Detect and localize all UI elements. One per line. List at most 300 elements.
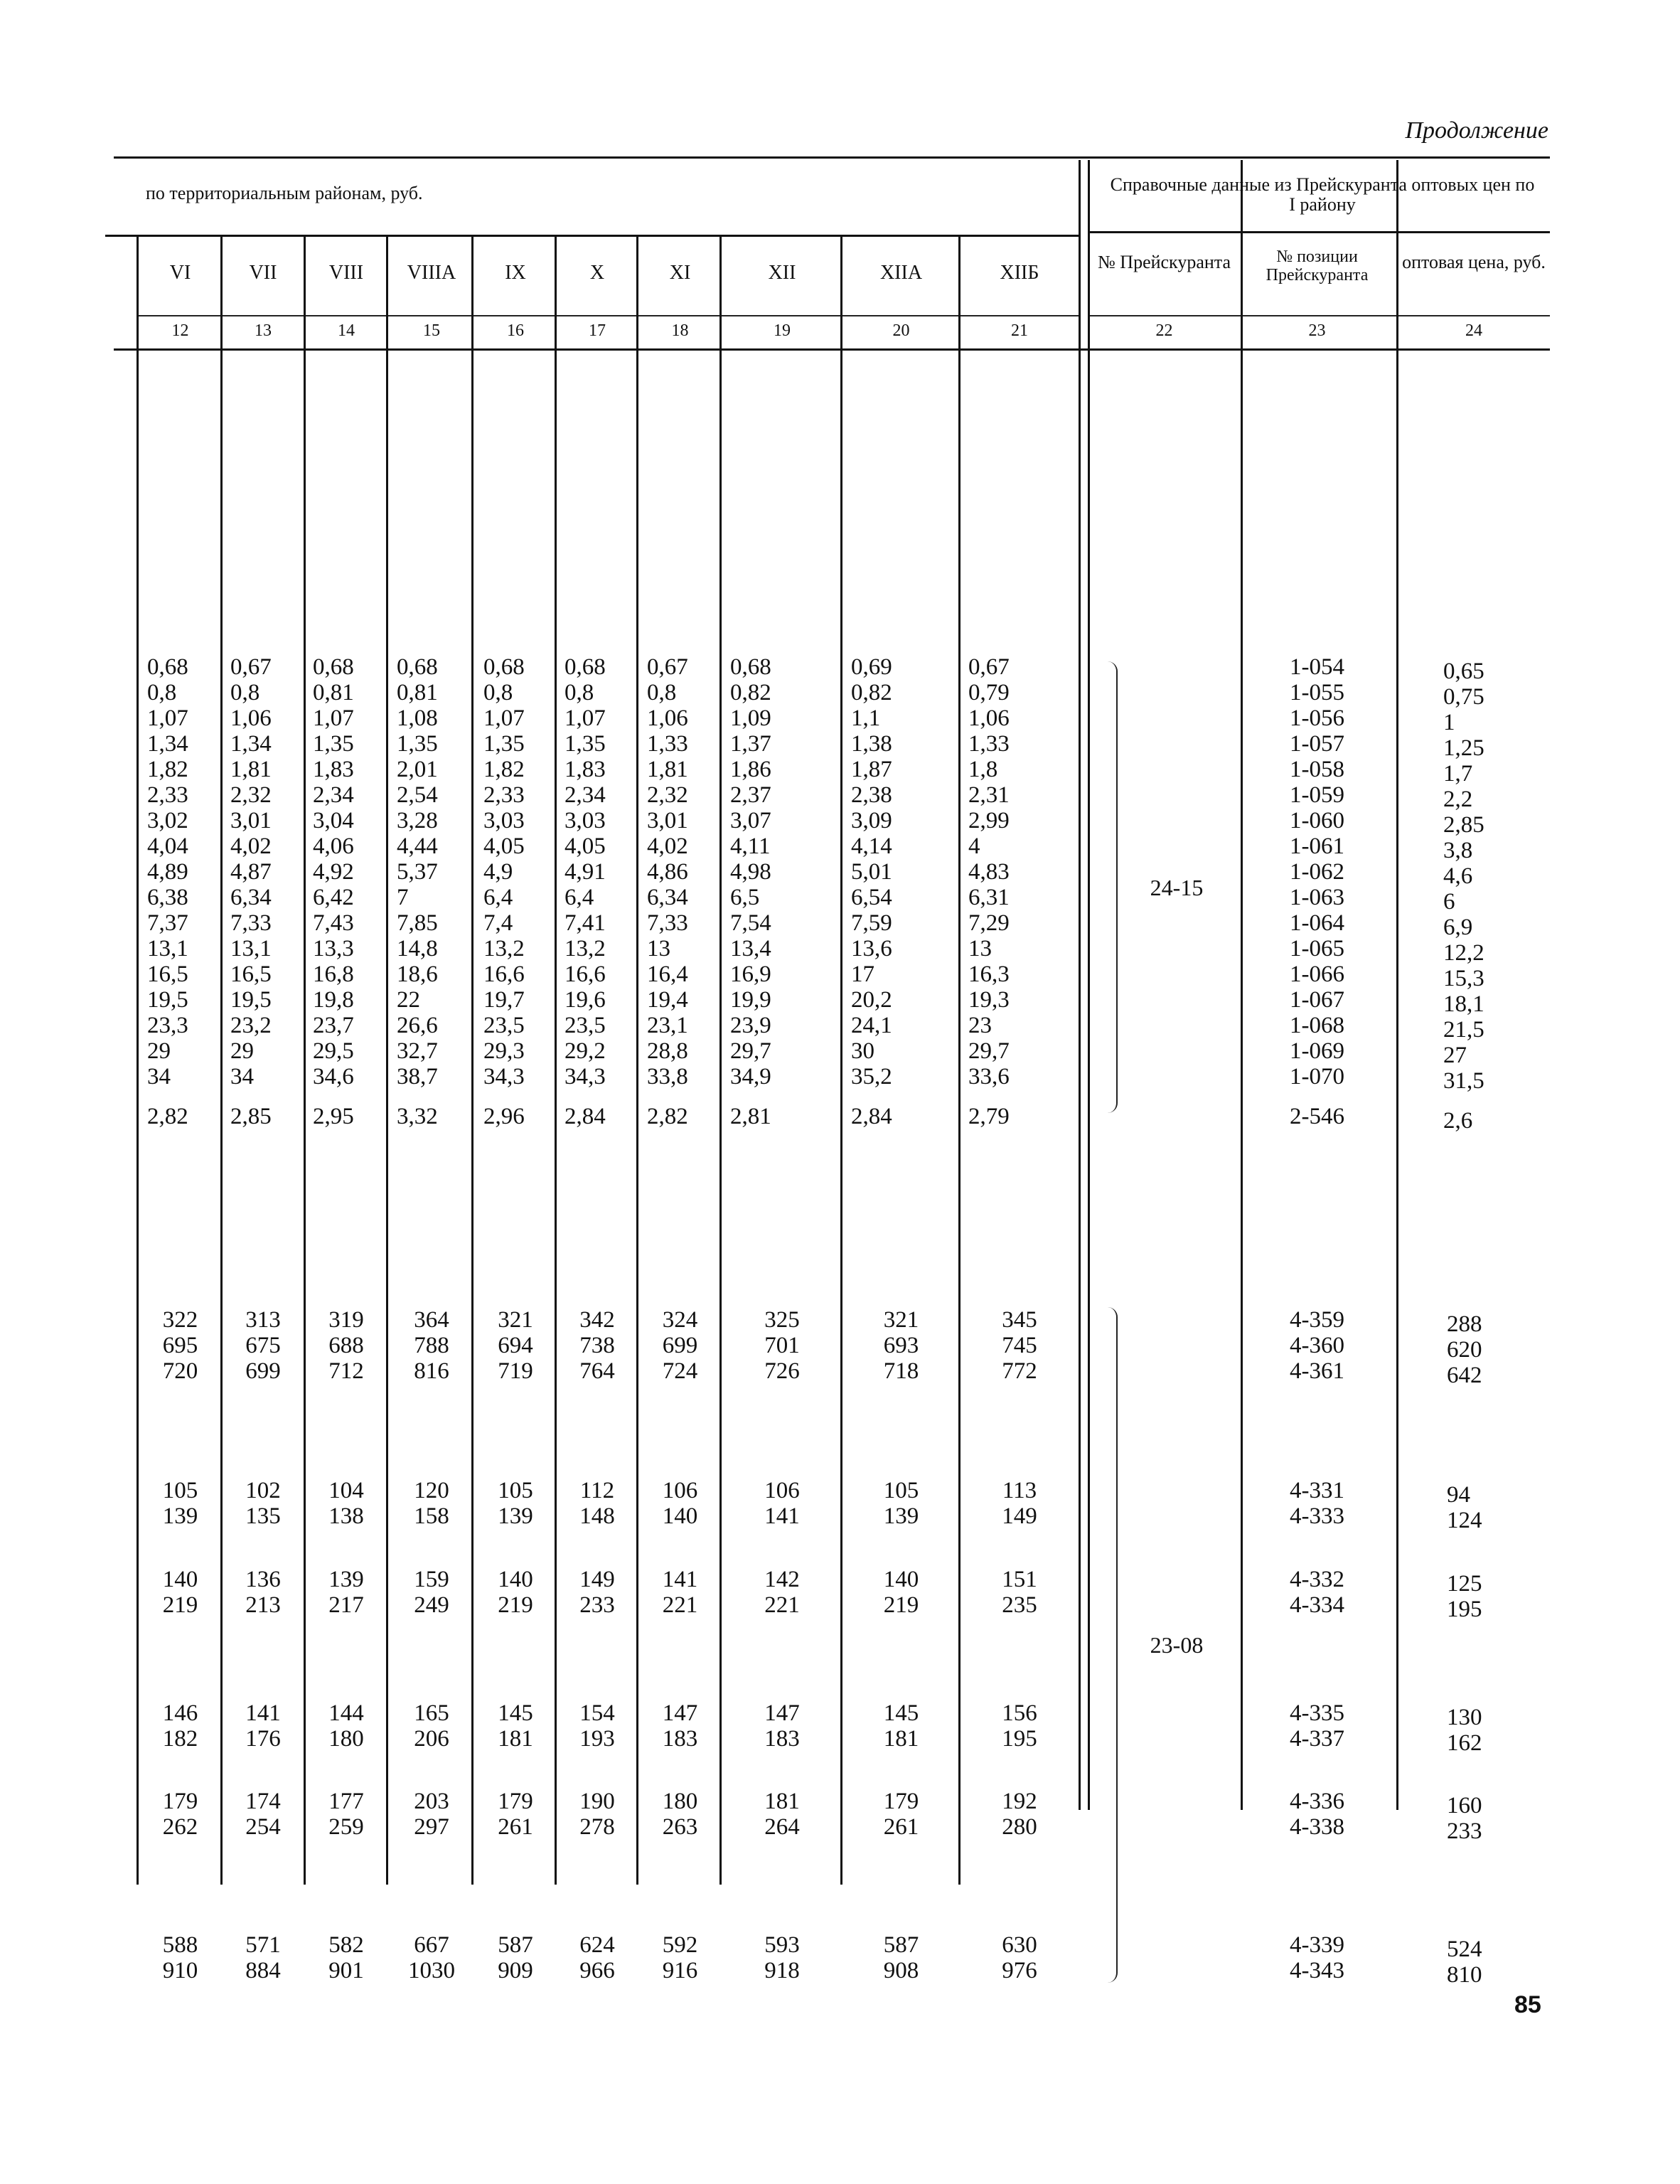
ref-col-price-header: оптовая цена, руб. [1402, 252, 1546, 272]
table-cell: 24,1 [851, 1013, 892, 1038]
table-cell: 688 [328, 1333, 364, 1358]
position-cell: 1-069 [1290, 1038, 1344, 1064]
column-divider [137, 235, 139, 1885]
table-cell: 342 [579, 1307, 615, 1333]
table-cell: 156 [1002, 1700, 1037, 1726]
table-cell: 3,01 [647, 808, 688, 833]
table-cell: 136 [245, 1567, 281, 1592]
table-cell: 139 [162, 1503, 198, 1529]
table-cell: 0,82 [851, 680, 892, 705]
table-cell: 0,68 [565, 654, 606, 680]
table-cell: 319 [328, 1307, 364, 1333]
wholesale-price-cell: 810 [1447, 1962, 1482, 1988]
column-header-number: 12 [171, 321, 189, 340]
column-header-roman: IX [505, 262, 526, 284]
table-cell: 4,05 [565, 833, 606, 859]
table-cell: 694 [498, 1333, 533, 1358]
header-mid-rule-right [1088, 231, 1550, 233]
table-cell: 138 [328, 1503, 364, 1529]
table-cell: 2,33 [147, 782, 188, 808]
wholesale-price-cell: 130 [1447, 1705, 1482, 1730]
ref-col-position-header: № позиции Прейскуранта [1266, 247, 1369, 284]
table-cell: 19,5 [230, 987, 272, 1013]
table-cell: 901 [328, 1958, 364, 1983]
table-cell: 2,37 [730, 782, 771, 808]
position-cell: 1-058 [1290, 757, 1344, 782]
table-cell: 3,09 [851, 808, 892, 833]
wholesale-price-cell: 15,3 [1443, 966, 1484, 991]
table-cell: 1,35 [483, 731, 525, 757]
table-cell: 13,2 [565, 936, 606, 962]
table-cell: 0,67 [230, 654, 272, 680]
table-cell: 177 [328, 1789, 364, 1814]
wholesale-price-cell: 3,8 [1443, 838, 1473, 863]
table-cell: 147 [764, 1700, 800, 1726]
table-cell: 140 [662, 1503, 698, 1529]
position-cell: 1-070 [1290, 1064, 1344, 1090]
table-cell: 23,7 [313, 1013, 354, 1038]
table-cell: 140 [162, 1567, 198, 1592]
table-cell: 1,86 [730, 757, 771, 782]
table-cell: 6,34 [647, 885, 688, 910]
table-cell: 0,67 [968, 654, 1010, 680]
table-cell: 592 [662, 1932, 698, 1958]
table-cell: 16,5 [147, 962, 188, 987]
column-header-roman: VI [169, 262, 191, 284]
table-cell: 29,7 [968, 1038, 1010, 1064]
table-cell: 321 [883, 1307, 919, 1333]
table-cell: 174 [245, 1789, 281, 1814]
table-cell: 7,4 [483, 910, 513, 936]
position-cell: 4-331 [1290, 1478, 1344, 1503]
wholesale-price-cell: 124 [1447, 1508, 1482, 1533]
table-cell: 179 [162, 1789, 198, 1814]
wholesale-price-cell: 12,2 [1443, 940, 1484, 966]
column-header-number: 16 [507, 321, 524, 340]
table-cell: 4,86 [647, 859, 688, 885]
table-cell: 181 [764, 1789, 800, 1814]
wholesale-price-cell: 18,1 [1443, 991, 1484, 1017]
table-cell: 364 [414, 1307, 449, 1333]
table-cell: 181 [883, 1726, 919, 1752]
table-cell: 13,1 [147, 936, 188, 962]
column-header-roman: XIIБ [1000, 262, 1039, 284]
table-cell: 34,3 [483, 1064, 525, 1090]
table-cell: 1,87 [851, 757, 892, 782]
table-cell: 321 [498, 1307, 533, 1333]
table-cell: 13 [968, 936, 992, 962]
position-cell: 4-332 [1290, 1567, 1344, 1592]
table-cell: 158 [414, 1503, 449, 1529]
table-cell: 179 [498, 1789, 533, 1814]
table-cell: 1030 [408, 1958, 455, 1983]
table-cell: 146 [162, 1700, 198, 1726]
wholesale-price-cell: 288 [1447, 1311, 1482, 1337]
table-cell: 6,4 [565, 885, 594, 910]
position-cell: 1-064 [1290, 910, 1344, 936]
table-cell: 3,32 [397, 1104, 438, 1129]
table-cell: 219 [162, 1592, 198, 1618]
table-cell: 206 [414, 1726, 449, 1752]
column-header-number: 21 [1011, 321, 1028, 340]
table-cell: 135 [245, 1503, 281, 1529]
position-cell: 1-059 [1290, 782, 1344, 808]
position-cell: 1-055 [1290, 680, 1344, 705]
table-cell: 4,14 [851, 833, 892, 859]
wholesale-price-cell: 94 [1447, 1482, 1470, 1508]
position-cell: 4-336 [1290, 1789, 1344, 1814]
position-cell: 4-359 [1290, 1307, 1344, 1333]
table-cell: 4,11 [730, 833, 771, 859]
table-cell: 19,5 [147, 987, 188, 1013]
table-cell: 630 [1002, 1932, 1037, 1958]
table-cell: 1,07 [565, 705, 606, 731]
table-cell: 1,38 [851, 731, 892, 757]
table-cell: 165 [414, 1700, 449, 1726]
table-cell: 816 [414, 1358, 449, 1384]
table-cell: 2,84 [851, 1104, 892, 1129]
table-cell: 2,54 [397, 782, 438, 808]
table-cell: 0,68 [397, 654, 438, 680]
table-cell: 16,5 [230, 962, 272, 987]
table-cell: 22 [397, 987, 420, 1013]
table-cell: 147 [662, 1700, 698, 1726]
wholesale-price-cell: 2,6 [1443, 1108, 1473, 1134]
table-cell: 6,34 [230, 885, 272, 910]
position-cell: 4-333 [1290, 1503, 1344, 1529]
table-cell: 28,8 [647, 1038, 688, 1064]
table-cell: 26,6 [397, 1013, 438, 1038]
column-divider [1088, 160, 1090, 1810]
table-cell: 183 [764, 1726, 800, 1752]
wholesale-price-cell: 125 [1447, 1571, 1482, 1597]
table-cell: 0,8 [647, 680, 677, 705]
table-cell: 233 [579, 1592, 615, 1618]
table-cell: 1,33 [968, 731, 1010, 757]
table-cell: 145 [883, 1700, 919, 1726]
table-cell: 3,28 [397, 808, 438, 833]
wholesale-price-cell: 1,25 [1443, 735, 1484, 761]
table-cell: 23,1 [647, 1013, 688, 1038]
table-cell: 20,2 [851, 987, 892, 1013]
table-cell: 195 [1002, 1726, 1037, 1752]
table-cell: 105 [883, 1478, 919, 1503]
table-cell: 32,7 [397, 1038, 438, 1064]
table-cell: 0,81 [397, 680, 438, 705]
table-cell: 2,34 [313, 782, 354, 808]
header-mid-rule-left [105, 235, 1079, 237]
wholesale-price-cell: 1,7 [1443, 761, 1473, 787]
table-cell: 13,6 [851, 936, 892, 962]
column-header-number: 15 [423, 321, 440, 340]
table-cell: 1,35 [313, 731, 354, 757]
position-cell: 4-361 [1290, 1358, 1344, 1384]
wholesale-price-cell: 31,5 [1443, 1068, 1484, 1094]
table-cell: 141 [662, 1567, 698, 1592]
table-cell: 4,9 [483, 859, 513, 885]
table-cell: 2,32 [230, 782, 272, 808]
table-cell: 4,83 [968, 859, 1010, 885]
table-cell: 7,37 [147, 910, 188, 936]
table-cell: 139 [883, 1503, 919, 1529]
table-cell: 3,01 [230, 808, 272, 833]
table-cell: 1,35 [397, 731, 438, 757]
table-cell: 112 [579, 1478, 615, 1503]
table-cell: 0,68 [730, 654, 771, 680]
column-divider [1396, 160, 1398, 1810]
table-cell: 7,33 [647, 910, 688, 936]
table-cell: 13,1 [230, 936, 272, 962]
table-cell: 254 [245, 1814, 281, 1840]
table-cell: 1,82 [483, 757, 525, 782]
table-cell: 1,34 [230, 731, 272, 757]
position-cell: 4-338 [1290, 1814, 1344, 1840]
table-cell: 139 [328, 1567, 364, 1592]
table-cell: 718 [883, 1358, 919, 1384]
table-cell: 675 [245, 1333, 281, 1358]
table-cell: 909 [498, 1958, 533, 1983]
table-cell: 280 [1002, 1814, 1037, 1840]
table-cell: 16,4 [647, 962, 688, 987]
table-cell: 19,6 [565, 987, 606, 1013]
position-cell: 1-067 [1290, 987, 1344, 1013]
column-header-roman: X [589, 262, 605, 284]
table-cell: 4,02 [647, 833, 688, 859]
table-cell: 13,3 [313, 936, 354, 962]
table-cell: 588 [162, 1932, 198, 1958]
table-cell: 2,33 [483, 782, 525, 808]
table-cell: 120 [414, 1478, 449, 1503]
table-cell: 23 [968, 1013, 992, 1038]
wholesale-price-cell: 27 [1443, 1043, 1467, 1068]
position-cell: 1-054 [1290, 654, 1344, 680]
table-cell: 145 [498, 1700, 533, 1726]
table-cell: 719 [498, 1358, 533, 1384]
table-cell: 1,82 [147, 757, 188, 782]
table-cell: 2,79 [968, 1104, 1010, 1129]
table-cell: 695 [162, 1333, 198, 1358]
wholesale-price-cell: 233 [1447, 1818, 1482, 1844]
table-cell: 263 [662, 1814, 698, 1840]
table-cell: 183 [662, 1726, 698, 1752]
position-cell: 1-057 [1290, 731, 1344, 757]
position-cell: 1-062 [1290, 859, 1344, 885]
table-cell: 23,5 [565, 1013, 606, 1038]
table-cell: 724 [662, 1358, 698, 1384]
table-cell: 262 [162, 1814, 198, 1840]
table-cell: 105 [162, 1478, 198, 1503]
table-cell: 144 [328, 1700, 364, 1726]
wholesale-price-cell: 21,5 [1443, 1017, 1484, 1043]
table-cell: 148 [579, 1503, 615, 1529]
table-cell: 149 [1002, 1503, 1037, 1529]
table-cell: 0,8 [230, 680, 260, 705]
table-cell: 106 [662, 1478, 698, 1503]
table-cell: 19,9 [730, 987, 771, 1013]
table-cell: 18,6 [397, 962, 438, 987]
position-cell: 1-060 [1290, 808, 1344, 833]
table-cell: 1,07 [483, 705, 525, 731]
position-cell: 4-343 [1290, 1958, 1344, 1983]
table-cell: 2,84 [565, 1104, 606, 1129]
table-cell: 2,34 [565, 782, 606, 808]
table-cell: 908 [883, 1958, 919, 1983]
table-cell: 23,5 [483, 1013, 525, 1038]
column-header-number: 14 [338, 321, 355, 340]
column-header-number: 17 [589, 321, 606, 340]
table-cell: 0,81 [313, 680, 354, 705]
position-cell: 1-063 [1290, 885, 1344, 910]
table-cell: 23,2 [230, 1013, 272, 1038]
table-cell: 19,8 [313, 987, 354, 1013]
table-cell: 976 [1002, 1958, 1037, 1983]
table-cell: 2,01 [397, 757, 438, 782]
table-cell: 1,09 [730, 705, 771, 731]
table-cell: 764 [579, 1358, 615, 1384]
table-cell: 745 [1002, 1333, 1037, 1358]
table-cell: 0,68 [147, 654, 188, 680]
header-top-rule [114, 156, 1550, 159]
table-cell: 0,82 [730, 680, 771, 705]
table-cell: 699 [245, 1358, 281, 1384]
group-brace-2 [1095, 1307, 1118, 1983]
table-cell: 16,9 [730, 962, 771, 987]
wholesale-price-cell: 160 [1447, 1793, 1482, 1818]
continuation-label: Продолжение [1405, 117, 1548, 144]
table-cell: 219 [498, 1592, 533, 1618]
table-cell: 1,06 [647, 705, 688, 731]
column-header-roman: XII [768, 262, 796, 284]
table-cell: 6,42 [313, 885, 354, 910]
table-cell: 34,6 [313, 1064, 354, 1090]
table-cell: 6,54 [851, 885, 892, 910]
table-cell: 6,4 [483, 885, 513, 910]
table-cell: 217 [328, 1592, 364, 1618]
wholesale-price-cell: 642 [1447, 1363, 1482, 1388]
table-cell: 772 [1002, 1358, 1037, 1384]
table-cell: 3,03 [565, 808, 606, 833]
table-cell: 221 [662, 1592, 698, 1618]
wholesale-price-cell: 6 [1443, 889, 1455, 915]
table-cell: 4 [968, 833, 980, 859]
table-cell: 4,05 [483, 833, 525, 859]
header-left-group: по территориальным районам, руб. [146, 183, 423, 203]
table-cell: 140 [498, 1567, 533, 1592]
table-cell: 3,04 [313, 808, 354, 833]
table-cell: 1,34 [147, 731, 188, 757]
table-cell: 29 [147, 1038, 171, 1064]
wholesale-price-cell: 0,75 [1443, 684, 1484, 710]
ref-col-price-list-header: № Прейскуранта [1097, 252, 1231, 272]
table-cell: 4,89 [147, 859, 188, 885]
table-cell: 149 [579, 1567, 615, 1592]
table-cell: 3,03 [483, 808, 525, 833]
table-cell: 23,9 [730, 1013, 771, 1038]
table-cell: 140 [883, 1567, 919, 1592]
position-cell: 2-546 [1290, 1104, 1344, 1129]
position-cell: 4-339 [1290, 1932, 1344, 1958]
table-cell: 7,85 [397, 910, 438, 936]
table-cell: 3,02 [147, 808, 188, 833]
position-cell: 4-337 [1290, 1726, 1344, 1752]
table-cell: 193 [579, 1726, 615, 1752]
table-cell: 259 [328, 1814, 364, 1840]
table-cell: 33,8 [647, 1064, 688, 1090]
column-header-roman: XI [669, 262, 691, 284]
table-cell: 1,06 [230, 705, 272, 731]
table-cell: 192 [1002, 1789, 1037, 1814]
table-cell: 884 [245, 1958, 281, 1983]
table-cell: 264 [764, 1814, 800, 1840]
table-cell: 4,44 [397, 833, 438, 859]
table-cell: 1,81 [230, 757, 272, 782]
table-cell: 1,07 [147, 705, 188, 731]
table-cell: 1,35 [565, 731, 606, 757]
table-cell: 34,9 [730, 1064, 771, 1090]
table-cell: 113 [1002, 1478, 1037, 1503]
table-cell: 2,95 [313, 1104, 354, 1129]
position-cell: 1-068 [1290, 1013, 1344, 1038]
table-cell: 6,31 [968, 885, 1010, 910]
table-cell: 4,06 [313, 833, 354, 859]
table-cell: 181 [498, 1726, 533, 1752]
table-cell: 105 [498, 1478, 533, 1503]
table-cell: 910 [162, 1958, 198, 1983]
column-header-number: 20 [892, 321, 910, 340]
table-cell: 7,54 [730, 910, 771, 936]
table-cell: 17 [851, 962, 874, 987]
table-cell: 667 [414, 1932, 449, 1958]
table-cell: 0,69 [851, 654, 892, 680]
position-cell: 1-066 [1290, 962, 1344, 987]
table-cell: 0,67 [647, 654, 688, 680]
wholesale-price-cell: 524 [1447, 1937, 1482, 1962]
column-header-roman: VII [249, 262, 277, 284]
table-cell: 693 [883, 1333, 919, 1358]
table-cell: 38,7 [397, 1064, 438, 1090]
table-cell: 322 [162, 1307, 198, 1333]
table-cell: 7 [397, 885, 409, 910]
table-cell: 14,8 [397, 936, 438, 962]
table-cell: 4,02 [230, 833, 272, 859]
table-cell: 159 [414, 1567, 449, 1592]
wholesale-price-cell: 2,2 [1443, 787, 1473, 812]
table-cell: 297 [414, 1814, 449, 1840]
ref-col-num-22: 22 [1155, 321, 1173, 340]
table-cell: 13 [647, 936, 670, 962]
table-cell: 7,43 [313, 910, 354, 936]
table-cell: 33,6 [968, 1064, 1010, 1090]
table-cell: 587 [883, 1932, 919, 1958]
table-cell: 182 [162, 1726, 198, 1752]
table-cell: 1,06 [968, 705, 1010, 731]
table-cell: 7,41 [565, 910, 606, 936]
table-cell: 16,3 [968, 962, 1010, 987]
table-cell: 2,38 [851, 782, 892, 808]
wholesale-price-cell: 2,85 [1443, 812, 1484, 838]
table-cell: 213 [245, 1592, 281, 1618]
table-cell: 19,4 [647, 987, 688, 1013]
table-cell: 190 [579, 1789, 615, 1814]
column-header-roman: VIIIA [407, 262, 456, 284]
table-cell: 179 [883, 1789, 919, 1814]
table-cell: 19,7 [483, 987, 525, 1013]
ref-col-num-23: 23 [1308, 321, 1326, 340]
price-list-group-2: 23-08 [1150, 1632, 1204, 1658]
table-cell: 788 [414, 1333, 449, 1358]
wholesale-price-cell: 162 [1447, 1730, 1482, 1756]
column-divider [1241, 160, 1243, 1810]
